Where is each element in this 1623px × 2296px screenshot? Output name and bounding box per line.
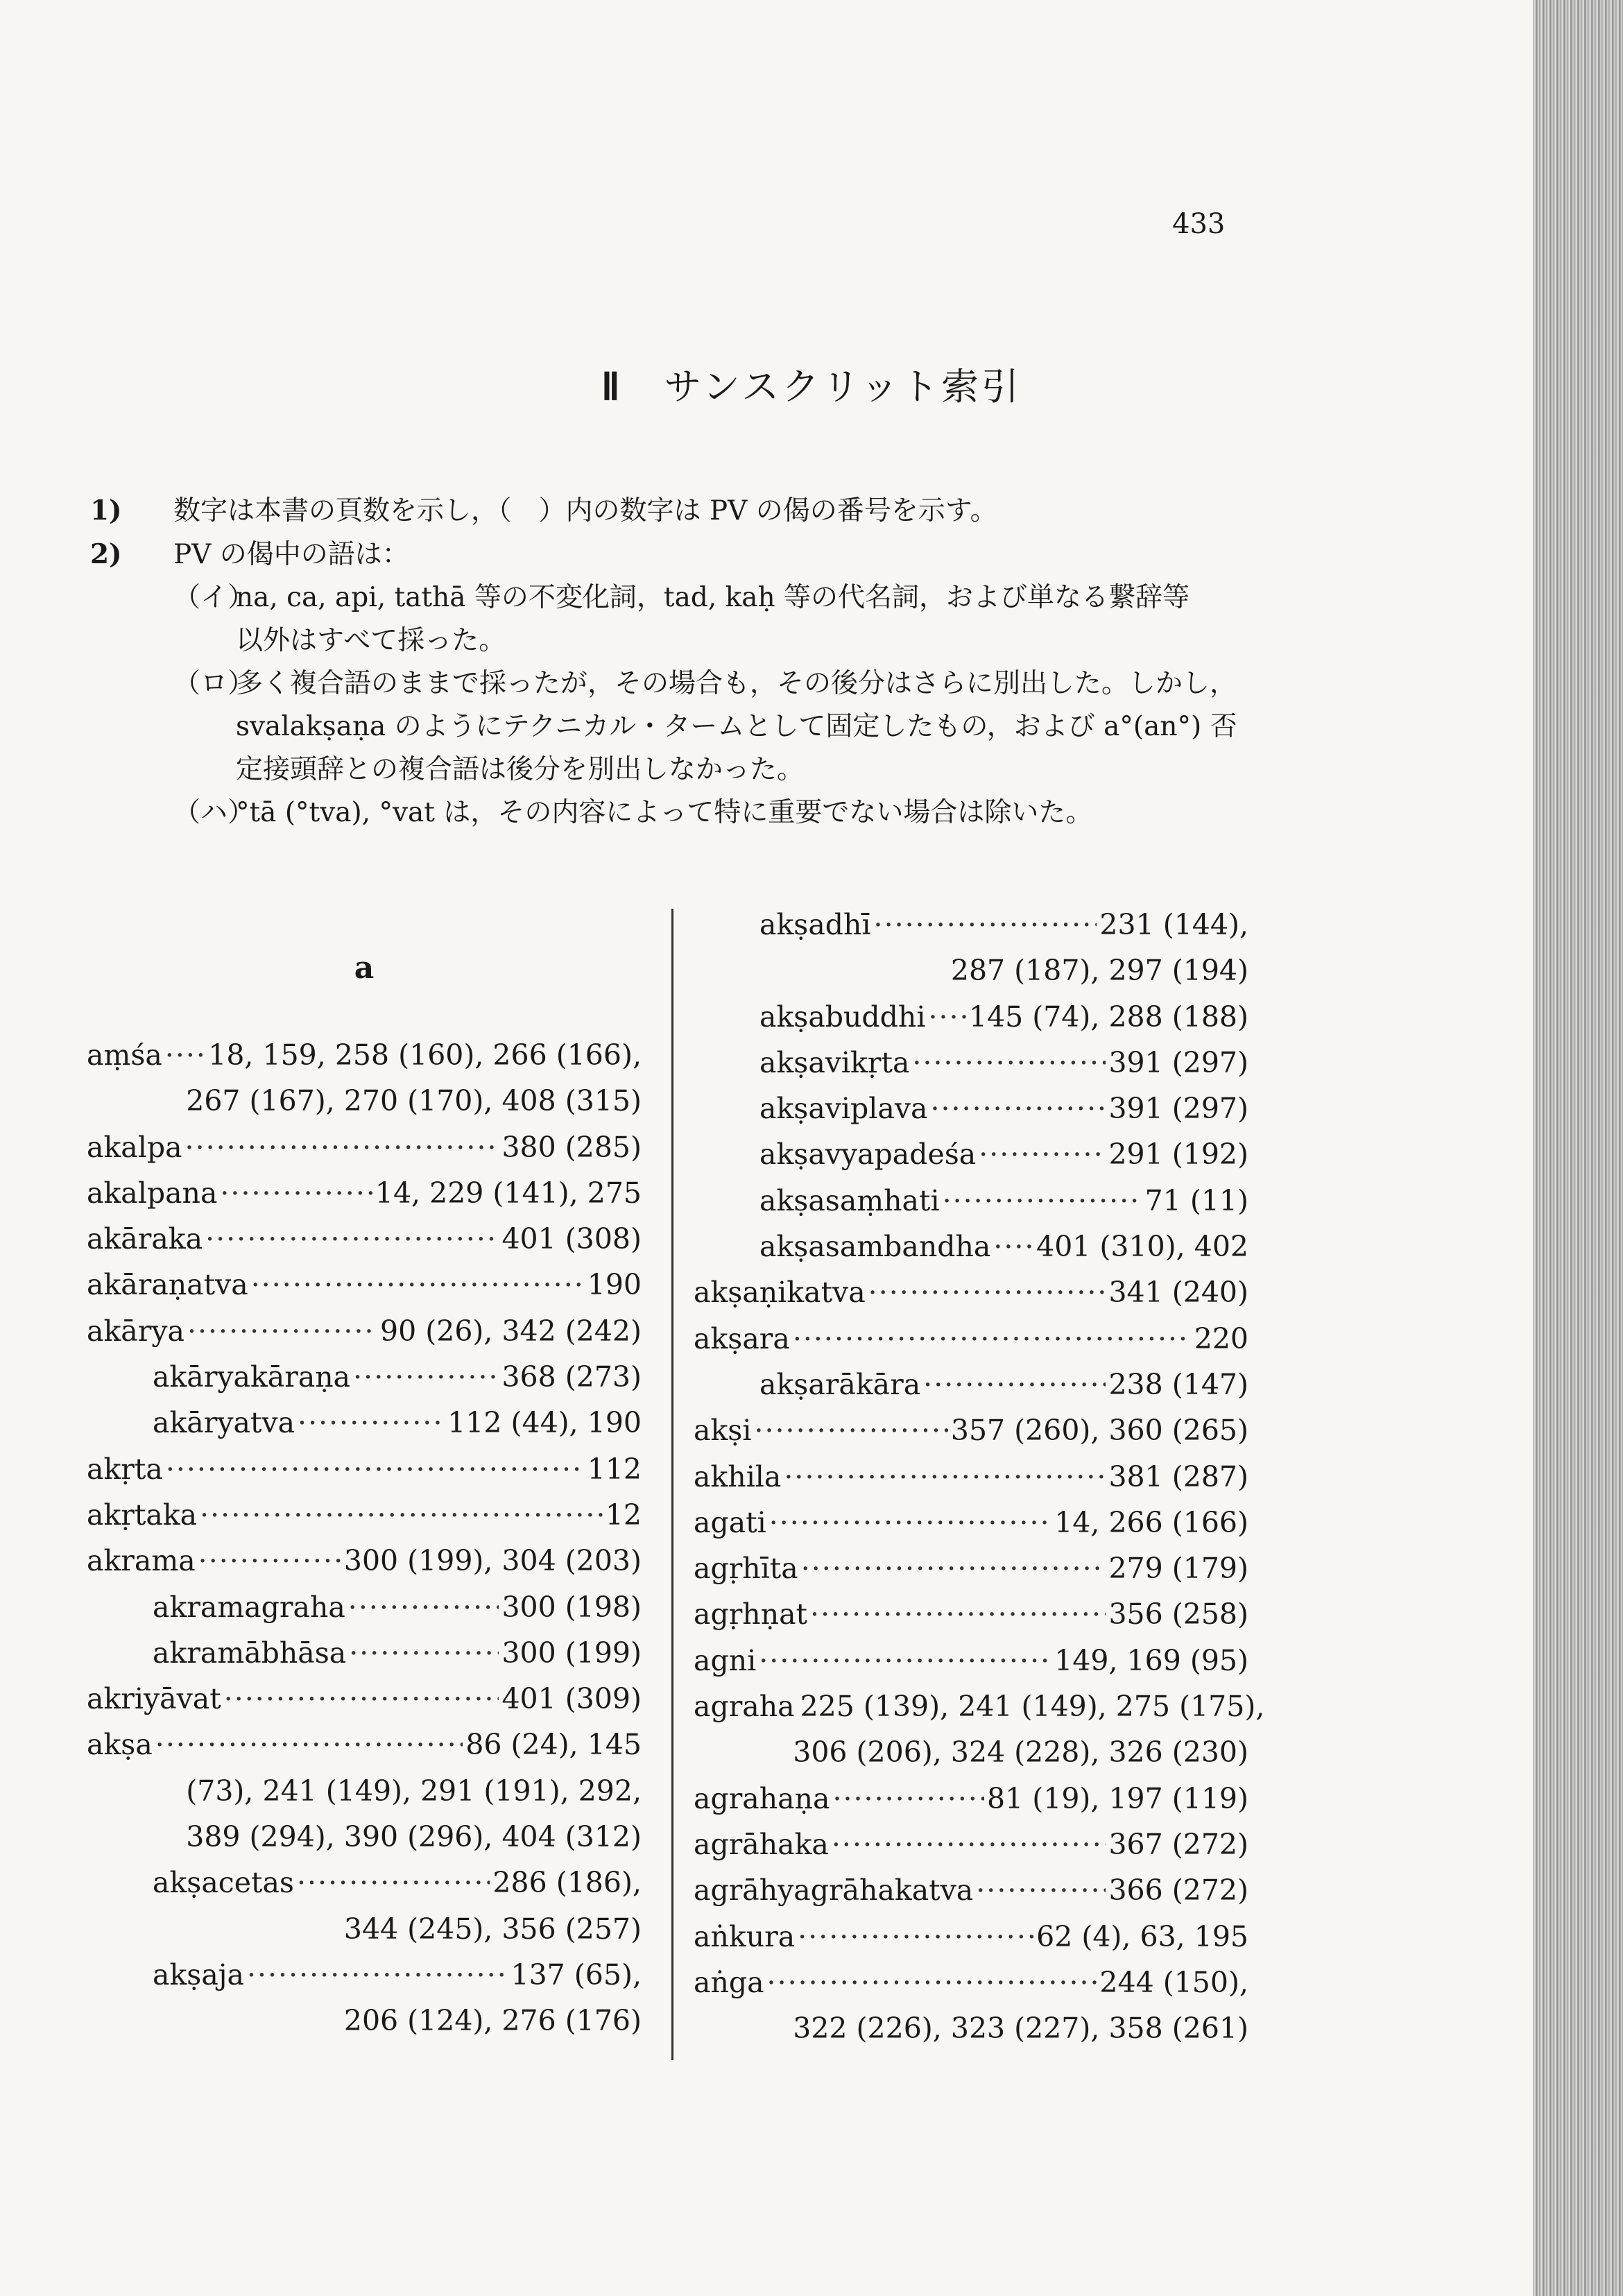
dot-leader — [943, 1178, 1142, 1224]
index-page-refs-continued: 287 (187), 297 (194) — [950, 954, 1248, 988]
subnote-ro-cont — [90, 705, 1255, 748]
index-column-left — [87, 902, 642, 2044]
index-page-refs: 86 (24), 145 — [465, 1728, 642, 1762]
index-entry — [87, 1538, 642, 1584]
index-page-refs: 14, 229 (141), 275 — [375, 1176, 642, 1210]
index-entry-row — [87, 1860, 642, 1905]
index-entry-row — [87, 1630, 642, 1676]
index-entry-row — [694, 1960, 1248, 2005]
index-entry — [694, 1178, 1248, 1224]
index-term: akṣi — [694, 1414, 752, 1448]
index-entry-row — [694, 994, 1248, 1040]
index-entry — [87, 1722, 642, 1860]
index-entry-row — [694, 902, 1248, 948]
section-title — [0, 357, 1623, 411]
index-entry-row — [87, 1124, 642, 1170]
index-entry — [694, 1776, 1248, 1822]
subnote-ro-cont — [90, 748, 1255, 791]
dot-leader — [298, 1400, 445, 1446]
index-term: akṣabuddhi — [759, 1000, 926, 1034]
index-page-refs: 112 (44), 190 — [447, 1406, 642, 1440]
index-page-refs: 71 (11) — [1144, 1183, 1248, 1217]
index-term: akārya — [87, 1314, 184, 1348]
index-term: akṣavikṛta — [759, 1045, 910, 1079]
index-entry-row — [87, 1170, 642, 1216]
dot-leader — [928, 994, 966, 1040]
index-page-refs: 366 (272) — [1108, 1874, 1248, 1908]
index-entry — [694, 1822, 1248, 1867]
index-term: akramagraha — [153, 1590, 345, 1624]
dot-leader — [993, 1224, 1033, 1269]
note-text: PV の偈中の語は： — [173, 539, 409, 570]
index-entries-right — [694, 902, 1265, 2051]
dot-leader — [930, 1086, 1106, 1131]
dot-leader — [224, 1676, 499, 1722]
index-entry-row — [694, 1454, 1248, 1500]
dot-leader — [793, 1316, 1192, 1362]
index-term: akṣasambandha — [759, 1230, 991, 1264]
dot-leader — [187, 1308, 377, 1354]
dot-leader — [801, 1545, 1106, 1591]
subnote-line: °tā (°tva), °vat は，その内容によって特に重要でない場合は除いた。 — [236, 797, 1093, 828]
index-entry-row — [694, 1086, 1248, 1131]
note-text: 数字は本書の頁数を示し，（ ）内の数字は PV の偈の番号を示す。 — [173, 495, 997, 526]
dot-leader — [923, 1362, 1106, 1407]
index-page-refs: 391 (297) — [1108, 1092, 1248, 1126]
index-page-refs: 401 (309) — [501, 1682, 642, 1716]
index-term: akṣa — [87, 1728, 153, 1762]
index-term: agrahaṇa — [694, 1781, 830, 1815]
index-term: akāraṇatva — [87, 1268, 248, 1302]
index-entry — [694, 1086, 1248, 1131]
dot-leader — [349, 1630, 499, 1676]
dot-leader — [784, 1454, 1106, 1500]
index-page-refs: 220 — [1194, 1321, 1248, 1355]
index-page-refs: 286 (186), — [492, 1866, 642, 1900]
index-entry — [87, 1262, 642, 1308]
subnote-i — [90, 576, 1255, 619]
index-entry — [694, 1960, 1248, 2052]
index-entry — [87, 1952, 642, 2044]
dot-leader — [165, 1032, 205, 1078]
note-2 — [90, 533, 1255, 576]
index-term: akrama — [87, 1544, 196, 1578]
index-page-refs: 401 (308) — [501, 1222, 642, 1256]
dot-leader — [200, 1492, 603, 1538]
index-entry — [694, 1684, 1265, 1776]
section-title-text: サンスクリット索引 — [664, 365, 1022, 409]
index-term: aṅkura — [694, 1919, 796, 1953]
index-page-refs-continued: 322 (226), 323 (227), 358 (261) — [793, 2012, 1248, 2046]
index-entry-row — [694, 1776, 1248, 1822]
index-entry — [694, 1914, 1248, 1960]
index-term: akriyāvat — [87, 1682, 221, 1716]
dot-leader — [166, 1446, 585, 1492]
index-page-refs: 367 (272) — [1108, 1827, 1248, 1861]
index-term: agṛhīta — [694, 1552, 798, 1586]
index-entry — [87, 1354, 642, 1400]
index-entry — [87, 1860, 642, 1952]
index-page-refs-continued: 206 (124), 276 (176) — [343, 2004, 642, 2038]
index-page-refs: 368 (273) — [501, 1360, 642, 1394]
index-term: agrāhaka — [694, 1827, 829, 1861]
dot-leader — [979, 1131, 1106, 1177]
dot-leader — [798, 1914, 1033, 1960]
index-entry-row — [87, 1354, 642, 1400]
index-entry — [87, 1124, 642, 1170]
index-entry-row — [87, 1676, 642, 1722]
index-entry-row — [87, 1492, 642, 1538]
letter-heading: a — [354, 950, 375, 986]
index-entry-row — [87, 1032, 642, 1078]
subnote-line: svalakṣaṇa のようにテクニカル・タームとして固定したもの，および a°(an°) 否 — [236, 711, 1237, 742]
subnote-mark: （ハ） — [173, 797, 255, 828]
index-term: aṃśa — [87, 1038, 162, 1072]
dot-leader — [198, 1538, 341, 1584]
index-entries-left — [87, 1032, 642, 2044]
index-entry — [694, 1867, 1248, 1913]
index-term: agṛhṇat — [694, 1597, 808, 1631]
subnote-line: 定接頭辞との複合語は後分を別出しなかった。 — [236, 754, 805, 785]
index-entry-row — [694, 1914, 1248, 1960]
index-term: aṅga — [694, 1965, 764, 1999]
index-entry-row — [87, 1446, 642, 1492]
dot-leader — [912, 1040, 1106, 1086]
index-entry — [87, 1308, 642, 1354]
dot-leader — [832, 1776, 984, 1822]
index-entry — [694, 1407, 1248, 1453]
index-entry-row — [694, 1545, 1248, 1591]
dot-leader — [767, 1960, 1097, 2005]
index-entry-row — [87, 1262, 642, 1308]
index-entry — [87, 1584, 642, 1630]
index-entry-row — [694, 1362, 1248, 1407]
index-page-refs: 401 (310), 402 — [1036, 1230, 1248, 1264]
index-term: akṣarākāra — [759, 1367, 921, 1401]
subnote-line: na, ca, api, tathā 等の不変化詞，tad, kaḥ 等の代名詞，および単なる繋辞等 — [236, 582, 1190, 613]
index-entry-row — [87, 1584, 642, 1630]
index-entry-row — [694, 1040, 1248, 1086]
index-page-refs: 145 (74), 288 (188) — [968, 1000, 1248, 1034]
index-term: akhila — [694, 1459, 782, 1493]
index-entry — [694, 1545, 1248, 1591]
index-page-refs: 291 (192) — [1108, 1138, 1248, 1172]
index-entry — [694, 1131, 1248, 1177]
index-page-refs-continued: 306 (206), 324 (228), 326 (230) — [793, 1736, 1248, 1770]
index-entry — [694, 1362, 1248, 1407]
index-entry-row — [694, 1224, 1248, 1269]
index-page-refs-continued: 267 (167), 270 (170), 408 (315) — [186, 1084, 642, 1118]
dot-leader — [754, 1407, 947, 1453]
subnote-line: 多く複合語のままで採ったが，その場合も，その後分はさらに別出した。しかし， — [236, 668, 1237, 699]
page-number: 433 — [1172, 208, 1226, 240]
note-number: 2) — [90, 538, 122, 570]
index-page-refs: 300 (199) — [501, 1636, 642, 1670]
index-term: akṣasaṃhati — [759, 1183, 940, 1217]
index-entry-row — [87, 1952, 642, 1998]
index-page-refs: 279 (179) — [1108, 1552, 1248, 1586]
index-term: akāryatva — [153, 1406, 295, 1440]
explanatory-notes — [90, 489, 1255, 834]
dot-leader — [247, 1952, 508, 1998]
index-entry — [694, 1591, 1248, 1637]
index-term: akṛtaka — [87, 1498, 198, 1532]
index-page-refs: 356 (258) — [1108, 1597, 1248, 1631]
index-entry-row — [694, 1867, 1248, 1913]
dot-leader — [185, 1124, 499, 1170]
index-page-refs: 90 (26), 342 (242) — [380, 1314, 642, 1348]
index-entry — [87, 1630, 642, 1676]
note-1 — [90, 489, 1255, 533]
index-entry-row — [694, 1591, 1248, 1637]
index-page-refs: 81 (19), 197 (119) — [987, 1781, 1248, 1815]
index-entry-row — [87, 1538, 642, 1584]
index-entry-row — [694, 1822, 1248, 1867]
page-edge-shadow — [1533, 0, 1623, 2296]
index-page-refs: 14, 266 (166) — [1054, 1505, 1248, 1539]
index-page-refs: 244 (150), — [1099, 1965, 1248, 1999]
dot-leader — [155, 1722, 463, 1767]
dot-leader — [353, 1354, 499, 1400]
dot-leader — [868, 1269, 1106, 1315]
section-roman-numeral: Ⅱ — [601, 366, 623, 408]
index-term: akāryakāraṇa — [153, 1360, 351, 1394]
dot-leader — [348, 1584, 499, 1630]
index-term: akṣavyapadeśa — [759, 1138, 977, 1172]
subnote-line: 以外はすべて採った。 — [236, 625, 506, 656]
index-page-refs-continued: 389 (294), 390 (296), 404 (312) — [186, 1820, 642, 1854]
index-entry — [694, 1224, 1248, 1269]
index-page-refs: 231 (144), — [1099, 908, 1248, 941]
index-term: akramābhāsa — [153, 1636, 347, 1670]
index-term: akalpa — [87, 1130, 182, 1164]
index-entry-row — [694, 1684, 1265, 1729]
subnote-ro — [90, 662, 1255, 705]
index-entry-row — [694, 1269, 1248, 1315]
dot-leader — [810, 1591, 1106, 1637]
index-term: agati — [694, 1505, 766, 1539]
index-entry-row — [694, 1316, 1248, 1362]
index-term: akṛta — [87, 1452, 163, 1486]
dot-leader — [251, 1262, 585, 1308]
index-entry — [694, 994, 1248, 1040]
index-entry — [694, 1316, 1248, 1362]
index-page-refs: 391 (297) — [1108, 1045, 1248, 1079]
index-term: agraha — [694, 1690, 795, 1724]
index-entry-row — [694, 1500, 1248, 1545]
index-entry — [87, 1400, 642, 1446]
index-page-refs-continued: (73), 241 (149), 291 (191), 292, — [186, 1774, 642, 1808]
index-page-refs: 225 (139), 241 (149), 275 (175), — [800, 1690, 1265, 1724]
index-entry — [694, 1638, 1248, 1684]
subnote-mark: （ロ） — [173, 668, 255, 699]
dot-leader — [205, 1216, 499, 1262]
index-page-refs: 112 — [587, 1452, 642, 1486]
index-page-refs: 12 — [605, 1498, 642, 1532]
index-entry-row — [694, 1407, 1248, 1453]
dot-leader — [874, 902, 1097, 948]
index-term: akṣacetas — [153, 1866, 294, 1900]
index-entry-row — [694, 1131, 1248, 1177]
index-page-refs: 149, 169 (95) — [1054, 1643, 1248, 1677]
index-page-refs: 300 (198) — [501, 1590, 642, 1624]
index-entry — [87, 1446, 642, 1492]
index-entry — [694, 1500, 1248, 1545]
dot-leader — [832, 1822, 1106, 1867]
index-page-refs: 381 (287) — [1108, 1459, 1248, 1493]
subnote-mark: （イ） — [173, 582, 255, 613]
dot-leader — [976, 1867, 1106, 1913]
index-entry-row — [87, 1216, 642, 1262]
index-term: akalpana — [87, 1176, 218, 1210]
index-term: agni — [694, 1643, 757, 1677]
index-entry-row — [87, 1308, 642, 1354]
note-number: 1) — [90, 495, 122, 526]
index-entry-row — [87, 1722, 642, 1767]
index-entry — [694, 902, 1248, 994]
dot-leader — [769, 1500, 1051, 1545]
index-page-refs: 18, 159, 258 (160), 266 (166), — [208, 1038, 642, 1072]
index-term: akṣaviplava — [759, 1092, 928, 1126]
index-page-refs: 357 (260), 360 (265) — [950, 1414, 1248, 1448]
index-term: akṣara — [694, 1321, 790, 1355]
index-term: akṣadhī — [759, 908, 871, 941]
subnote-i-cont — [90, 619, 1255, 662]
index-page-refs: 62 (4), 63, 195 — [1036, 1919, 1248, 1953]
index-page-refs: 190 — [587, 1268, 642, 1302]
column-divider — [671, 909, 673, 2060]
index-page-refs: 300 (199), 304 (203) — [343, 1544, 642, 1578]
index-entry — [87, 1032, 642, 1124]
index-term: akṣaja — [153, 1957, 244, 1991]
dot-leader — [220, 1170, 372, 1216]
index-entry-row — [87, 1400, 642, 1446]
index-term: akāraka — [87, 1222, 203, 1256]
index-page-refs: 380 (285) — [501, 1130, 642, 1164]
index-page-refs: 137 (65), — [510, 1957, 642, 1991]
index-page-refs-continued: 344 (245), 356 (257) — [343, 1912, 642, 1946]
dot-leader — [297, 1860, 490, 1905]
index-entry — [87, 1170, 642, 1216]
index-entry — [87, 1216, 642, 1262]
index-page-refs: 238 (147) — [1108, 1367, 1248, 1401]
index-entry — [87, 1492, 642, 1538]
index-entry — [87, 1676, 642, 1722]
index-entry-row — [694, 1178, 1248, 1224]
index-page-refs: 341 (240) — [1108, 1276, 1248, 1310]
dot-leader — [759, 1638, 1051, 1684]
index-entry — [694, 1454, 1248, 1500]
subnote-ha — [90, 791, 1255, 834]
index-entry — [694, 1269, 1248, 1315]
index-entry-row — [694, 1638, 1248, 1684]
index-entry — [694, 1040, 1248, 1086]
index-column-right — [694, 902, 1265, 2051]
index-term: akṣaṇikatva — [694, 1276, 866, 1310]
index-term: agrāhyagrāhakatva — [694, 1874, 974, 1908]
